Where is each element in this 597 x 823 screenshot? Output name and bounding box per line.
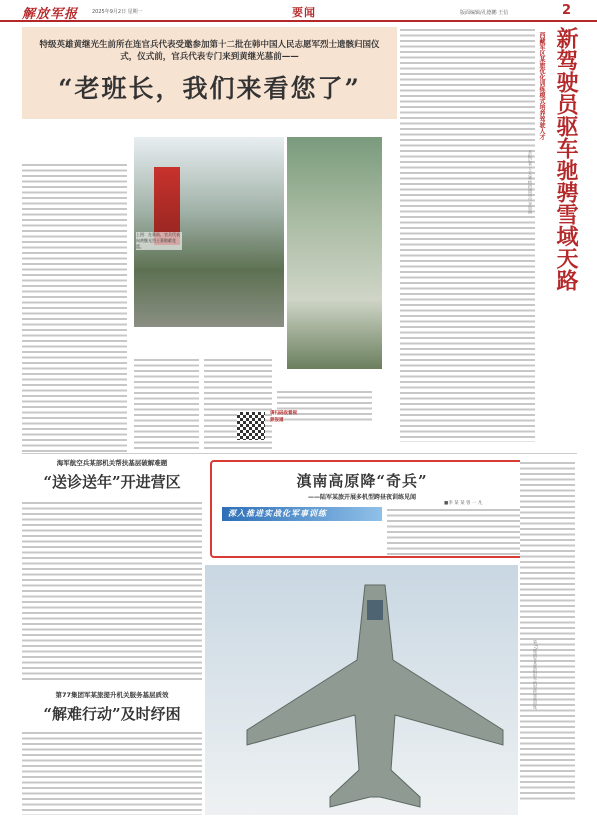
story2-title: “解难行动”及时纾困	[43, 705, 181, 723]
lead-header-band	[22, 27, 397, 119]
newspaper-logo: 解放军报	[22, 7, 79, 22]
jet-caption: 第77集团军某旅组织多机型跨昼夜训练。	[533, 640, 538, 714]
feature-subtitle: ——陆军某旅开展多机型跨昼夜训练见闻	[307, 494, 416, 501]
feature-title: 滇南高原降“奇兵”	[296, 472, 428, 490]
right-column-text	[520, 460, 575, 800]
lead-story	[22, 27, 397, 452]
story1-title: “送诊送年”开进营区	[43, 473, 181, 491]
lead-big-title: “老班长，我们来看您了”	[58, 74, 361, 103]
training-banner: 深入推进实战化军事训练	[222, 507, 382, 521]
section-title: 要闻	[292, 6, 316, 19]
right-story-title: 新驾驶员驱车驰骋雪域天路	[553, 27, 579, 291]
feature-box	[210, 460, 567, 558]
lead-body-col1	[22, 162, 127, 452]
fighter-jet-icon	[205, 565, 518, 815]
right-story-subtitle: 西藏军区某旅优化训练模式培养驾驶人才	[538, 32, 545, 140]
story1-subtitle: 海军航空兵某部机关帮扶基层破解难题	[56, 459, 168, 467]
right-story-byline: 本报记者 王天驰 特约通讯员 李如雨	[528, 150, 533, 214]
fighter-jet-photo	[205, 565, 518, 815]
issue-date: 2025年9月2日 星期一	[92, 9, 143, 15]
story2-body	[22, 730, 202, 815]
qr-code[interactable]	[237, 412, 265, 440]
lead-body-col2	[134, 357, 199, 452]
editors: 版面编辑/孔德鹏 王信	[460, 10, 509, 16]
story2-subtitle: 第77集团军某旅提升机关服务基层质效	[55, 691, 169, 699]
photo-caption-box	[134, 137, 284, 327]
right-story-body	[400, 27, 535, 442]
soldiers-photo	[287, 137, 382, 369]
story1-body	[22, 500, 202, 680]
section-divider	[22, 453, 577, 454]
story1-heading	[22, 458, 202, 492]
photo-caption: 上图：在墓前，官兵代表向黄继光烈士墓敬献花篮。	[136, 232, 180, 249]
story2-heading	[22, 690, 202, 724]
lead-headline: 特级英雄黄继光生前所在连官兵代表受邀参加第十二批在韩中国人民志愿军烈士遗骸归国仪式，仪式前，官兵代表专门来到黄继光墓前——	[39, 40, 380, 62]
qr-caption: 请扫码收看视频报道	[270, 411, 297, 423]
masthead	[0, 0, 597, 22]
page-number: 2	[562, 3, 572, 18]
feature-byline: ■李 某 某 曾 一 凡	[444, 501, 483, 506]
